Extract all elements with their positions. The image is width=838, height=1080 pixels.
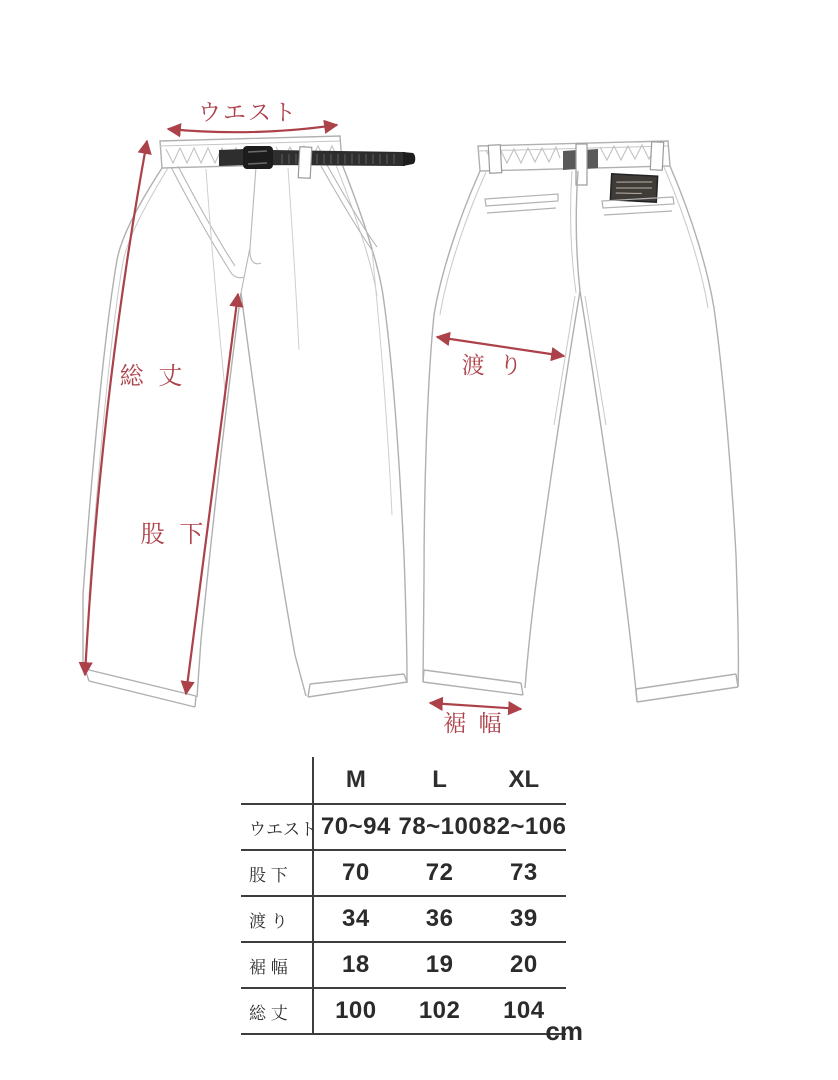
cell-waist-xl: 82~106 bbox=[482, 804, 566, 850]
column-header-m: M bbox=[313, 757, 397, 804]
front-outline bbox=[83, 164, 407, 697]
cell-waist-m: 70~94 bbox=[313, 804, 397, 850]
cell-inseam-xl: 73 bbox=[482, 850, 566, 896]
table-row-thigh bbox=[241, 896, 566, 942]
belt-buckle-icon bbox=[243, 146, 273, 169]
row-label-hem-width: 裾 幅 bbox=[241, 942, 313, 988]
table-row-waist bbox=[241, 804, 566, 850]
size-table-header-row bbox=[241, 757, 566, 804]
inseam-arrow bbox=[186, 294, 238, 694]
cell-hem-m: 18 bbox=[313, 942, 397, 988]
cell-hem-xl: 20 bbox=[482, 942, 566, 988]
unit-label: cm bbox=[545, 1016, 583, 1046]
hem-width-arrow bbox=[430, 703, 521, 709]
row-label-waist: ウエスト bbox=[241, 804, 313, 850]
column-header-l: L bbox=[397, 757, 481, 804]
size-table bbox=[241, 757, 566, 1035]
size-table-corner-cell bbox=[241, 757, 313, 804]
cell-thigh-m: 34 bbox=[313, 896, 397, 942]
cell-thigh-l: 36 bbox=[397, 896, 481, 942]
size-table-container bbox=[241, 757, 566, 1035]
column-header-xl: XL bbox=[482, 757, 566, 804]
back-belt-dark-left bbox=[563, 150, 577, 170]
total-length-label: 総 丈 bbox=[119, 363, 187, 390]
pants-back-view bbox=[423, 141, 738, 702]
cell-total-m: 100 bbox=[313, 988, 397, 1034]
row-label-thigh: 渡 り bbox=[241, 896, 313, 942]
table-row-inseam bbox=[241, 850, 566, 896]
back-left-hem bbox=[423, 670, 523, 695]
belt-tip bbox=[403, 152, 415, 166]
cell-hem-l: 19 bbox=[397, 942, 481, 988]
hem-width-label: 裾 幅 bbox=[443, 710, 505, 736]
back-outline bbox=[423, 166, 738, 701]
front-right-hem bbox=[308, 674, 407, 697]
back-pocket-left bbox=[485, 194, 558, 213]
thigh-label: 渡 り bbox=[461, 352, 527, 378]
back-belt-loop-right bbox=[650, 142, 663, 171]
back-belt-loop-left bbox=[488, 145, 501, 174]
table-row-hem-width bbox=[241, 942, 566, 988]
cell-total-l: 102 bbox=[397, 988, 481, 1034]
waist-label: ウエスト bbox=[198, 99, 298, 125]
cell-inseam-l: 72 bbox=[397, 850, 481, 896]
waist-arrow bbox=[168, 125, 337, 132]
back-right-hem bbox=[636, 674, 738, 702]
cell-inseam-m: 70 bbox=[313, 850, 397, 896]
row-label-inseam: 股 下 bbox=[241, 850, 313, 896]
front-pleats bbox=[206, 168, 392, 515]
cell-waist-l: 78~100 bbox=[397, 804, 481, 850]
belt bbox=[219, 146, 415, 178]
inseam-label: 股 下 bbox=[140, 521, 208, 548]
front-fly-seam bbox=[241, 167, 261, 293]
cell-thigh-xl: 39 bbox=[482, 896, 566, 942]
belt-strap-left bbox=[219, 149, 245, 166]
front-left-hem bbox=[85, 669, 196, 707]
row-label-total-length: 総 丈 bbox=[241, 988, 313, 1034]
belt-keeper bbox=[298, 147, 312, 179]
cell-total-xl: 104 bbox=[482, 988, 566, 1034]
front-pocket-left bbox=[171, 166, 244, 278]
